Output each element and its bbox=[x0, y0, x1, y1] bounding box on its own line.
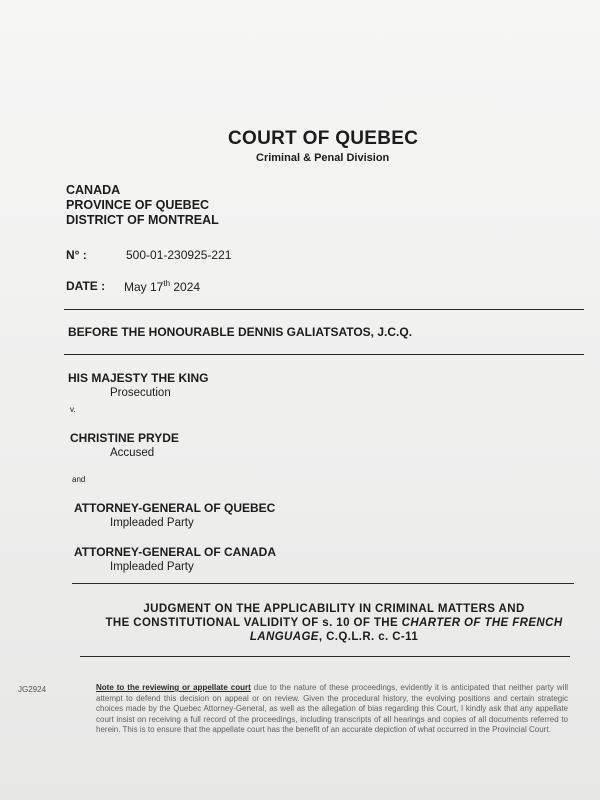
judgment-title-citation: , C.Q.L.R. c. C-11 bbox=[318, 631, 419, 643]
divider-rule bbox=[64, 309, 584, 310]
judgment-title-charter: CHARTER OF THE FRENCH bbox=[401, 617, 563, 629]
divider-rule bbox=[72, 583, 574, 584]
accused-role: Accused bbox=[110, 447, 155, 459]
note-heading: Note to the reviewing or appellate court bbox=[96, 683, 251, 692]
accused-name: CHRISTINE PRYDE bbox=[70, 431, 179, 445]
impleaded-party-2-name: ATTORNEY-GENERAL OF CANADA bbox=[74, 545, 277, 559]
divider-rule bbox=[80, 656, 570, 657]
impleaded-party-1-role: Impleaded Party bbox=[110, 517, 194, 529]
impleaded-party-2-role: Impleaded Party bbox=[110, 561, 194, 573]
impleaded-party-1-name: ATTORNEY-GENERAL OF QUEBEC bbox=[74, 501, 276, 515]
note-body: due to the nature of these proceedings, evidently it is anticipated that neither party will attempt to defend this decision on appeal or on review. Given the procedural history, the evolving positions and certain strategic choices made by the Quebec Attorney-General, as well as the allegation of bias regarding this Court, I kindly ask that any appellate court insist on receiving a full record of the proceedings, including transcripts of all hearings and copies of all documents referred to herein. This is to ensure that the appellate court has the benefit of an accurate depiction of what occurred in the Provincial Court. bbox=[96, 683, 568, 735]
jurisdiction-province: PROVINCE OF QUEBEC bbox=[66, 198, 210, 212]
court-title: COURT OF QUEBEC bbox=[228, 128, 419, 149]
appellate-note bbox=[96, 683, 568, 736]
margin-code: JG2924 bbox=[18, 685, 47, 694]
prosecution-name: HIS MAJESTY THE KING bbox=[68, 371, 209, 385]
jurisdiction-district: DISTRICT OF MONTREAL bbox=[66, 213, 219, 227]
judgment-title bbox=[84, 602, 584, 644]
date-suffix: th bbox=[163, 279, 171, 288]
and-label: and bbox=[72, 475, 86, 484]
jurisdiction-block bbox=[66, 183, 219, 228]
divider-rule bbox=[64, 354, 584, 355]
date-year: 2024 bbox=[170, 280, 201, 294]
judge-line: BEFORE THE HONOURABLE DENNIS GALIATSATOS, J.C.Q. bbox=[68, 325, 413, 339]
judgment-title-line2: THE CONSTITUTIONAL VALIDITY OF s. 10 OF THE bbox=[105, 617, 402, 629]
file-number-label: N° : bbox=[66, 248, 87, 262]
file-number: 500-01-230925-221 bbox=[126, 248, 232, 262]
court-division: Criminal & Penal Division bbox=[256, 152, 390, 164]
judgment-title-line1: JUDGMENT ON THE APPLICABILITY IN CRIMINAL MATTERS AND bbox=[143, 603, 525, 615]
versus-label: v. bbox=[70, 405, 76, 414]
jurisdiction-country: CANADA bbox=[66, 183, 121, 197]
judgment-date bbox=[124, 279, 200, 294]
judgment-title-language: LANGUAGE bbox=[249, 631, 319, 643]
prosecution-role: Prosecution bbox=[110, 387, 171, 399]
date-label: DATE : bbox=[66, 279, 106, 293]
date-main: May 17 bbox=[124, 280, 164, 294]
